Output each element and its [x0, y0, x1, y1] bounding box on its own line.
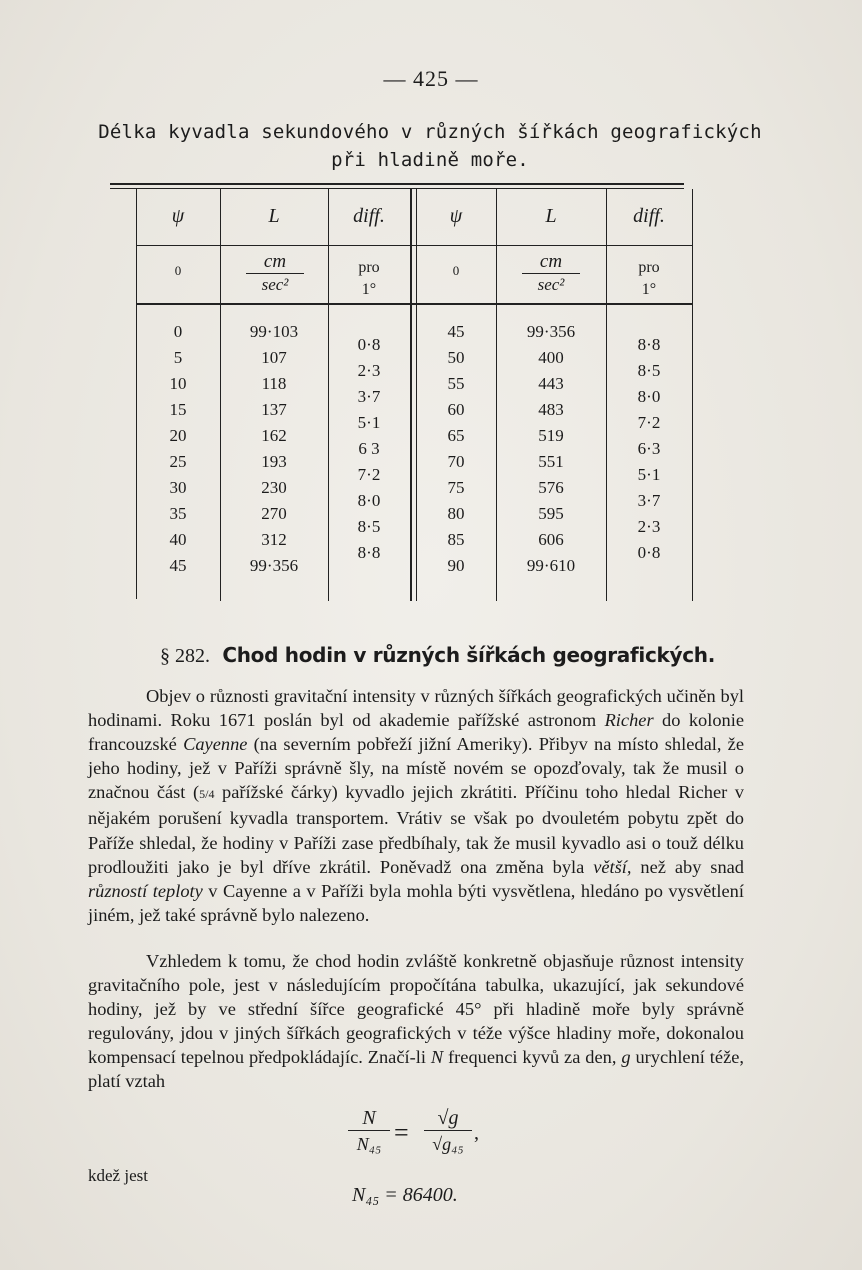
- cell: 595: [538, 504, 564, 523]
- table-top-rule: [110, 183, 684, 185]
- col-L-right: [502, 319, 600, 579]
- unit-psi-right: 0: [452, 263, 460, 278]
- p1-text-a: Objev o různosti gravitační intensity v různých šířkách geografických učiněn byl hodinami. Roku 1671 poslán byl od akademie pařížské astronom: [88, 686, 744, 731]
- eq-equals: =: [394, 1118, 409, 1147]
- base-frequency-equation: N₄₅ = 86400.: [352, 1184, 458, 1206]
- table-divider-1: [220, 189, 221, 601]
- section-number: § 282.: [160, 645, 210, 667]
- cell: 0: [173, 322, 183, 341]
- p2-text-a: Vzhledem k tomu, že chod hodin zvláště konkretně objasňuje různost intensity gravitačního pole, jest v následujícím propočítána tabulka, ukazující, jak sekundové hodiny, jež by ve střední šířce geografické 45° při hladině moře byly správně regulovány, jdou v jiných šířkách geografických v téže výšce hladiny moře, dokonalou kompensací tepelnou předpokládajíc. Značí-li: [88, 951, 744, 1068]
- header-psi-right: ψ: [449, 205, 463, 227]
- cell: 90: [447, 556, 465, 575]
- cell: 55: [447, 374, 465, 393]
- cell: 50: [447, 348, 465, 367]
- cell: 15: [169, 400, 187, 419]
- frequency-equation: [348, 1106, 548, 1166]
- cell: 70: [447, 452, 465, 471]
- paragraph-2: [88, 949, 744, 1094]
- cell: 75: [447, 478, 465, 497]
- cell: 45: [169, 556, 187, 575]
- unit-L-left: [246, 251, 304, 296]
- table-title-line-1: Délka kyvadla sekundového v různých šířkách geografických: [98, 121, 762, 143]
- col-L-left: [226, 319, 322, 579]
- p1-vetsi: větší,: [593, 856, 632, 877]
- p1-fraction: 5/4: [199, 787, 215, 802]
- table-right-border: [692, 189, 693, 601]
- cell: 8·0: [357, 491, 381, 510]
- cell: 519: [538, 426, 564, 445]
- cell: 8·5: [637, 361, 661, 380]
- cell: 5·1: [637, 465, 661, 484]
- eq-lhs-den: N₄₅: [348, 1130, 390, 1157]
- cell: 45: [447, 322, 465, 341]
- cell: 270: [261, 504, 287, 523]
- unit-L-left-den: sec²: [246, 273, 304, 296]
- cell: 65: [447, 426, 465, 445]
- cell: 551: [538, 452, 564, 471]
- cell: 99·356: [526, 322, 576, 341]
- unit-L-right: [522, 251, 580, 296]
- unit-L-left-num: cm: [263, 251, 287, 272]
- col-psi-left: [136, 319, 220, 579]
- page-number: — 425 —: [383, 66, 479, 91]
- cell: 99·610: [526, 556, 576, 575]
- cell: 606: [538, 530, 564, 549]
- unit-diff-left-bot: 1°: [361, 281, 377, 298]
- unit-diff-right-top: pro: [638, 259, 660, 276]
- cell: 8·5: [357, 517, 381, 536]
- cell: 6·3: [637, 439, 661, 458]
- cell: 162: [261, 426, 287, 445]
- cell: 312: [261, 530, 287, 549]
- cell: 118: [261, 374, 287, 393]
- cell: 3·7: [637, 491, 661, 510]
- unit-diff-left: [328, 257, 410, 301]
- cell: 99·356: [249, 556, 299, 575]
- p1-text-e: než aby snad: [631, 856, 744, 877]
- table-title: [70, 118, 790, 174]
- cell: 40: [169, 530, 187, 549]
- p1-teploty: růzností teploty: [88, 880, 203, 901]
- pendulum-length-table: [136, 183, 696, 603]
- cell: 25: [169, 452, 187, 471]
- cell: 5: [173, 348, 183, 367]
- eq-comma: ,: [474, 1122, 479, 1144]
- cell: 483: [538, 400, 564, 419]
- eq-rhs-den: √g₄₅: [424, 1130, 472, 1157]
- section-title: Chod hodin v různých šířkách geografických.: [222, 643, 716, 667]
- unit-diff-left-top: pro: [358, 259, 380, 276]
- unit-L-right-den: sec²: [522, 273, 580, 296]
- table-center-divider: [410, 189, 412, 601]
- cell: 0·8: [637, 543, 661, 562]
- header-diff-right: diff.: [633, 205, 665, 227]
- eq-lhs: [348, 1106, 390, 1157]
- unit-diff-right-bot: 1°: [641, 281, 657, 298]
- cell: 7·2: [357, 465, 381, 484]
- unit-L-right-num: cm: [539, 251, 563, 272]
- p1-text-d: pařížské čárky) kyvadlo jejich zkrátiti. Příčinu toho hledal Richer v nějakém porušení kyvadla transportem. Vrátiv se však po dvouletém pobytu zpět do Paříže shledal, že hodiny v Paříži zase předbíhaly, tak že musil kyvadlo asi o touž délku prodloužiti jako je byl dříve zkrátil. Poněvadž ona změna byla: [88, 782, 744, 877]
- col-psi-right: [416, 319, 496, 579]
- cell: 85: [447, 530, 465, 549]
- cell: 3·7: [357, 387, 381, 406]
- cell: 0·8: [357, 335, 381, 354]
- header-L-right: L: [545, 205, 557, 227]
- header-psi-left: ψ: [171, 205, 185, 227]
- cell: 6 3: [358, 439, 380, 458]
- cell: 107: [261, 348, 287, 367]
- unit-psi-left: 0: [174, 263, 182, 278]
- unit-diff-right: [606, 257, 692, 301]
- cell: 8·8: [637, 335, 661, 354]
- p2-g: g: [621, 1047, 631, 1068]
- col-diff-right: [606, 332, 692, 566]
- p1-text-f: v Cayenne a v Paříži byla mohla býti vysvětlena, hledáno po vysvětlení jiném, jež také správně bylo nalezeno.: [88, 880, 744, 925]
- table-title-line-2: při hladině moře.: [331, 149, 529, 171]
- cell: 137: [261, 400, 287, 419]
- cell: 35: [169, 504, 187, 523]
- cell: 80: [447, 504, 465, 523]
- table-divider-4: [496, 189, 497, 601]
- cell: 8·8: [357, 543, 381, 562]
- header-diff-left: diff.: [353, 205, 385, 227]
- cell: 99·103: [249, 322, 299, 341]
- cell: 60: [447, 400, 465, 419]
- p1-cayenne: Cayenne: [183, 734, 248, 755]
- cell: 443: [538, 374, 564, 393]
- cell: 20: [169, 426, 187, 445]
- cell: 5·1: [357, 413, 381, 432]
- p1-text-c: (na severním pobřeží jižní Ameriky). Přibyv na místo shledal, že jeho hodiny, jež v Paříži správně šly, na místě novém se opozďovaly, tak že musil o značnou část (: [88, 734, 745, 803]
- p1-text-b: do kolonie francouzské: [88, 710, 745, 755]
- cell: 230: [261, 478, 287, 497]
- section-heading: [160, 643, 720, 668]
- cell: 8·0: [637, 387, 661, 406]
- where-text: kdež jest: [88, 1166, 148, 1185]
- cell: 2·3: [637, 517, 661, 536]
- cell: 10: [169, 374, 187, 393]
- paragraph-1: [88, 684, 744, 927]
- p2-N: N: [430, 1047, 444, 1068]
- header-L-left: L: [268, 205, 280, 227]
- cell: 576: [538, 478, 564, 497]
- p1-richer: Richer: [604, 710, 654, 731]
- cell: 2·3: [357, 361, 381, 380]
- eq-rhs: [424, 1106, 472, 1157]
- cell: 193: [261, 452, 287, 471]
- p2-text-c: urychlení téže, platí vztah: [88, 1047, 744, 1092]
- eq-lhs-num: N: [362, 1107, 376, 1129]
- eq-rhs-num: √g: [437, 1107, 459, 1129]
- cell: 7·2: [637, 413, 661, 432]
- col-diff-left: [328, 332, 410, 566]
- cell: 30: [169, 478, 187, 497]
- cell: 400: [538, 348, 564, 367]
- table-top-rule-2: [110, 188, 684, 189]
- p2-text-b: frequenci kyvů za den,: [443, 1047, 622, 1068]
